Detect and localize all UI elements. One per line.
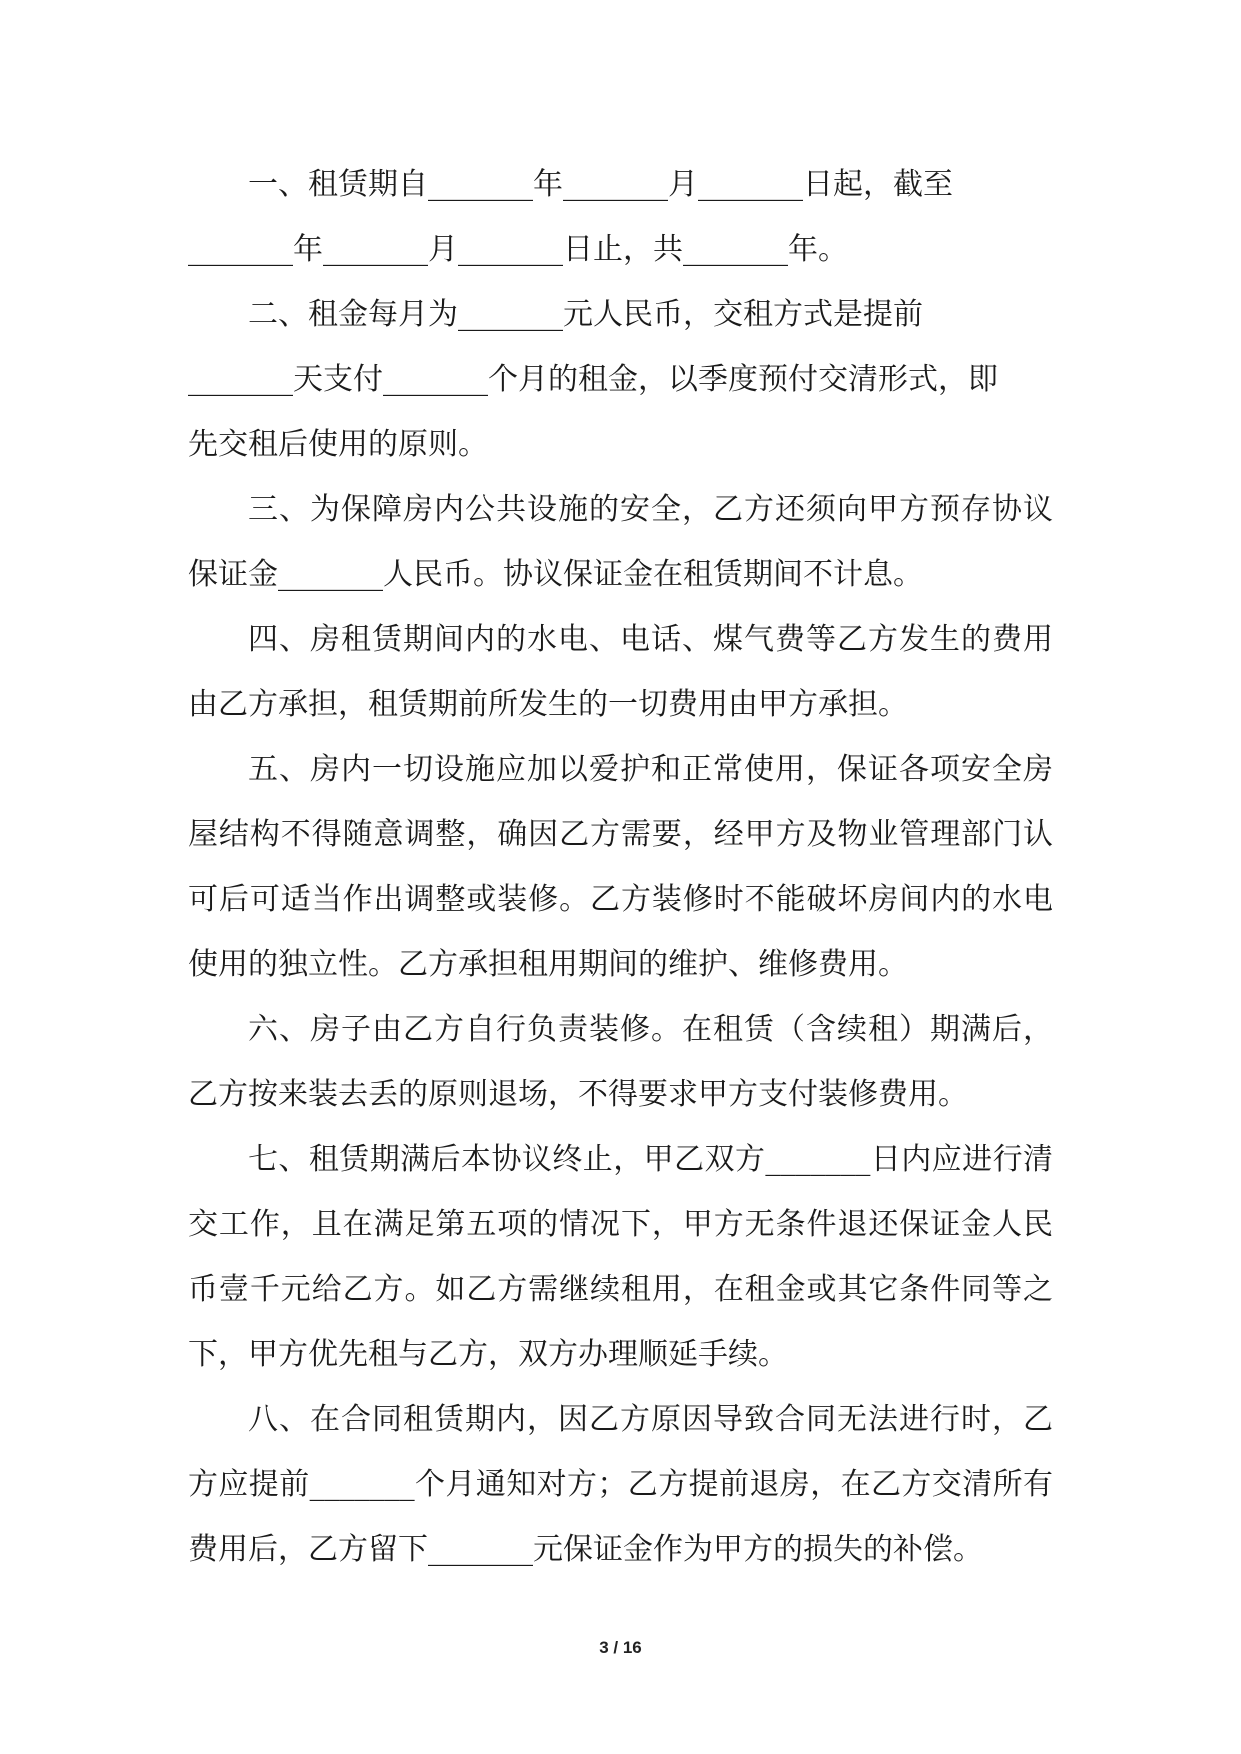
clause-6: 六、房子由乙方自行负责装修。在租赁（含续租）期满后，乙方按来装去丢的原则退场，不得要求甲方支付装修费用。 — [188, 1012, 1053, 1112]
clause-2 — [188, 282, 1053, 477]
clause-2-line-3: 先交租后使用的原则。 — [188, 427, 488, 462]
contract-body — [188, 152, 1053, 1582]
clause-3: 三、为保障房内公共设施的安全，乙方还须向甲方预存协议保证金_______人民币。协议保证金在租赁期间不计息。 — [188, 492, 1053, 592]
clause-2-line-1: 二、租金每月为_______元人民币，交租方式是提前 — [248, 297, 923, 332]
clause-1 — [188, 152, 1053, 282]
clause-1-line-2: _______年_______月_______日止，共_______年。 — [188, 232, 848, 267]
clause-1-line-1: 一、租赁期自_______年_______月_______日起，截至 — [248, 167, 953, 202]
clause-4: 四、房租赁期间内的水电、电话、煤气费等乙方发生的费用由乙方承担，租赁期前所发生的一切费用由甲方承担。 — [188, 622, 1053, 722]
clause-7: 七、租赁期满后本协议终止，甲乙双方_______日内应进行清交工作，且在满足第五项的情况下，甲方无条件退还保证金人民币壹千元给乙方。如乙方需继续租用，在租金或其它条件同等之下，甲方优先租与乙方，双方办理顺延手续。 — [188, 1142, 1053, 1372]
clause-5: 五、房内一切设施应加以爱护和正常使用，保证各项安全房屋结构不得随意调整，确因乙方需要，经甲方及物业管理部门认可后可适当作出调整或装修。乙方装修时不能破坏房间内的水电使用的独立性。乙方承担租用期间的维护、维修费用。 — [188, 752, 1053, 982]
clause-8: 八、在合同租赁期内，因乙方原因导致合同无法进行时，乙方应提前_______个月通知对方；乙方提前退房，在乙方交清所有费用后，乙方留下_______元保证金作为甲方的损失的补偿。 — [188, 1402, 1053, 1567]
clause-2-line-2: _______天支付_______个月的租金，以季度预付交清形式，即 — [188, 362, 998, 397]
page-number: 3 / 16 — [599, 1638, 642, 1657]
